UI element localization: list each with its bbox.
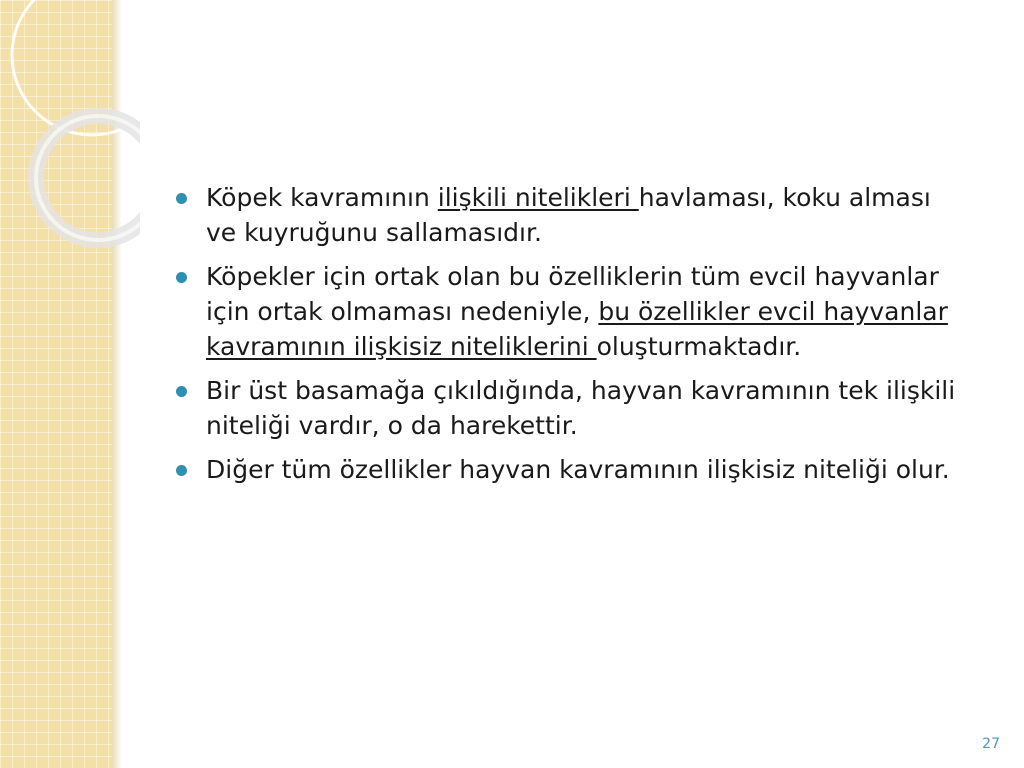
bullet-text: Köpekler için ortak olan bu özelliklerin tüm evcil hayvanlar için ortak olmaması nedeniyle,: [206, 262, 939, 326]
bullet-dot-icon: [176, 272, 187, 283]
underlined-text: ilişkili nitelikleri: [437, 183, 639, 212]
decorative-rings: [0, 0, 140, 260]
bullet-dot-icon: [176, 465, 187, 476]
bullet-dot-icon: [176, 386, 187, 397]
underlined-text: bu özellikler evcil hayvanlar kavramının ilişkisiz niteliklerini: [206, 297, 948, 361]
bullet-list: [172, 180, 962, 487]
bullet-item: [172, 259, 962, 364]
bullet-text: Köpek kavramının: [206, 183, 438, 212]
bullet-text: oluşturmaktadır.: [596, 332, 802, 361]
slide-content: [172, 180, 962, 496]
bullet-item: [172, 180, 962, 250]
bullet-text: Bir üst basamağa çıkıldığında, hayvan kavramının tek ilişkili niteliği vardır, o da harekettir.: [206, 376, 956, 440]
bullet-text: Diğer tüm özellikler hayvan kavramının ilişkisiz niteliği olur.: [206, 455, 950, 484]
bullet-item: [172, 373, 962, 443]
bullet-item: [172, 452, 962, 487]
bullet-dot-icon: [176, 193, 187, 204]
bullet-text: havlaması, koku alması ve kuyruğunu sallamasıdır.: [206, 183, 931, 247]
page-number: 27: [982, 736, 1000, 752]
